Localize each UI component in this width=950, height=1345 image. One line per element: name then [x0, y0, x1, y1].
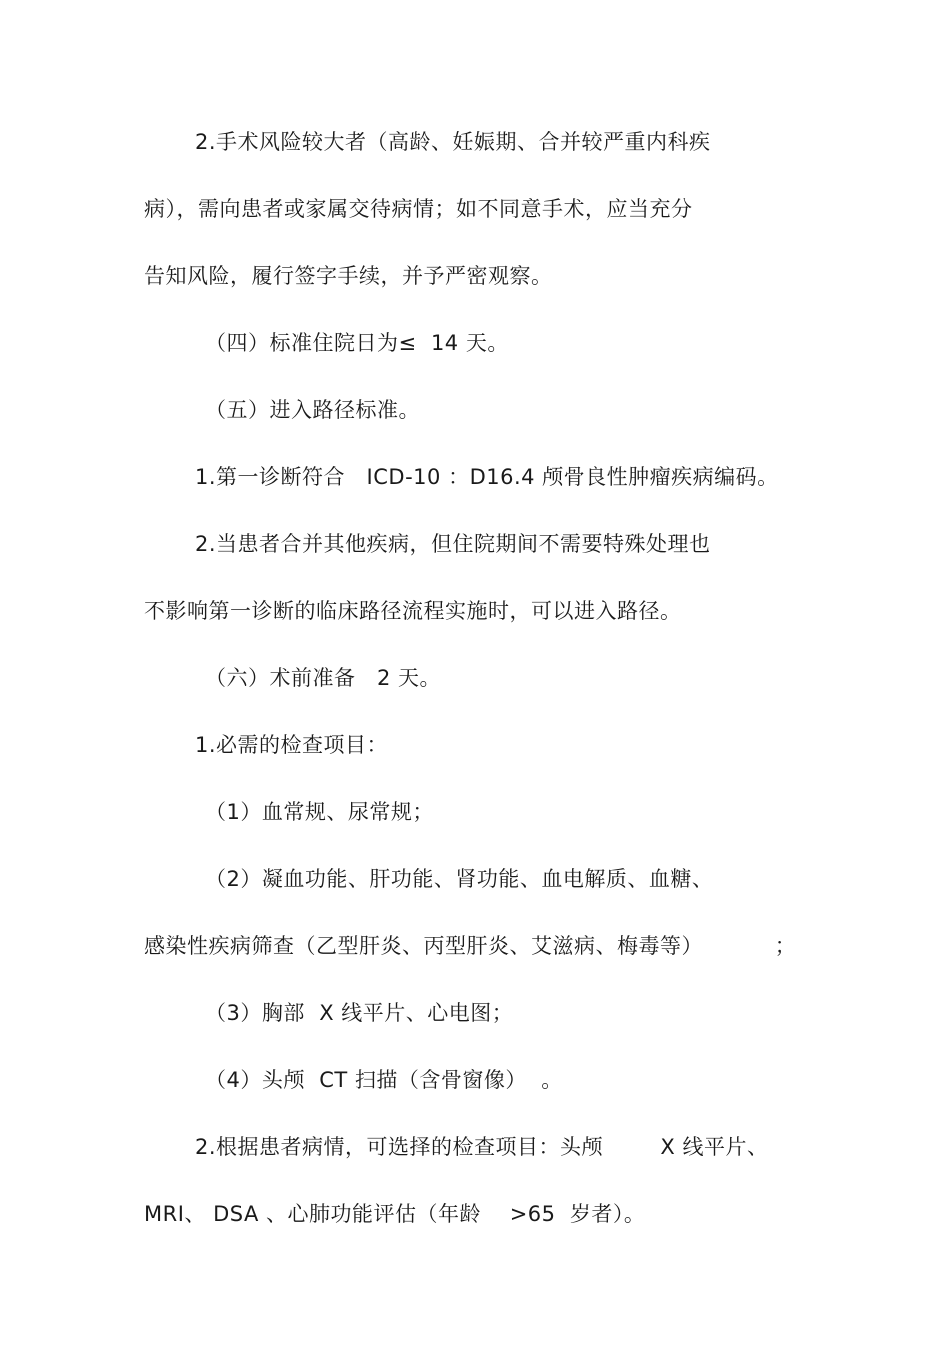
- text-line: 感染性疾病筛查（乙型肝炎、丙型肝炎、艾滋病、梅毒等） ；: [144, 934, 797, 958]
- list-item: （2）凝血功能、肝功能、肾功能、血电解质、血糖、: [205, 867, 714, 891]
- text-line: 2.手术风险较大者（高龄、妊娠期、合并较严重内科疾: [195, 130, 711, 154]
- text-line: 1.第一诊断符合 ICD-10 ：D16.4 颅骨良性肿瘤疾病编码。: [195, 465, 779, 489]
- list-item: （3）胸部 X 线平片、心电图；: [205, 1001, 514, 1025]
- list-item: （4）头颅 CT 扫描（含骨窗像） 。: [205, 1068, 563, 1092]
- text-line: 病），需向患者或家属交待病情；如不同意手术，应当充分: [144, 197, 693, 221]
- section-heading: （五）进入路径标准。: [205, 398, 420, 422]
- section-heading: （四）标准住院日为≤ 14 天。: [205, 331, 509, 355]
- text-line: 1.必需的检查项目：: [195, 733, 389, 757]
- text-line: 2.根据患者病情，可选择的检查项目：头颅 X 线平片、: [195, 1135, 769, 1159]
- text-line: 不影响第一诊断的临床路径流程实施时，可以进入路径。: [144, 599, 682, 623]
- text-line: 告知风险，履行签字手续，并予严密观察。: [144, 264, 553, 288]
- section-heading: （六）术前准备 2 天。: [205, 666, 442, 690]
- list-item: （1）血常规、尿常规；: [205, 800, 434, 824]
- text-line: 2.当患者合并其他疾病，但住院期间不需要特殊处理也: [195, 532, 711, 556]
- text-line: MRI、 DSA 、心肺功能评估（年龄 >65 岁者）。: [144, 1202, 646, 1226]
